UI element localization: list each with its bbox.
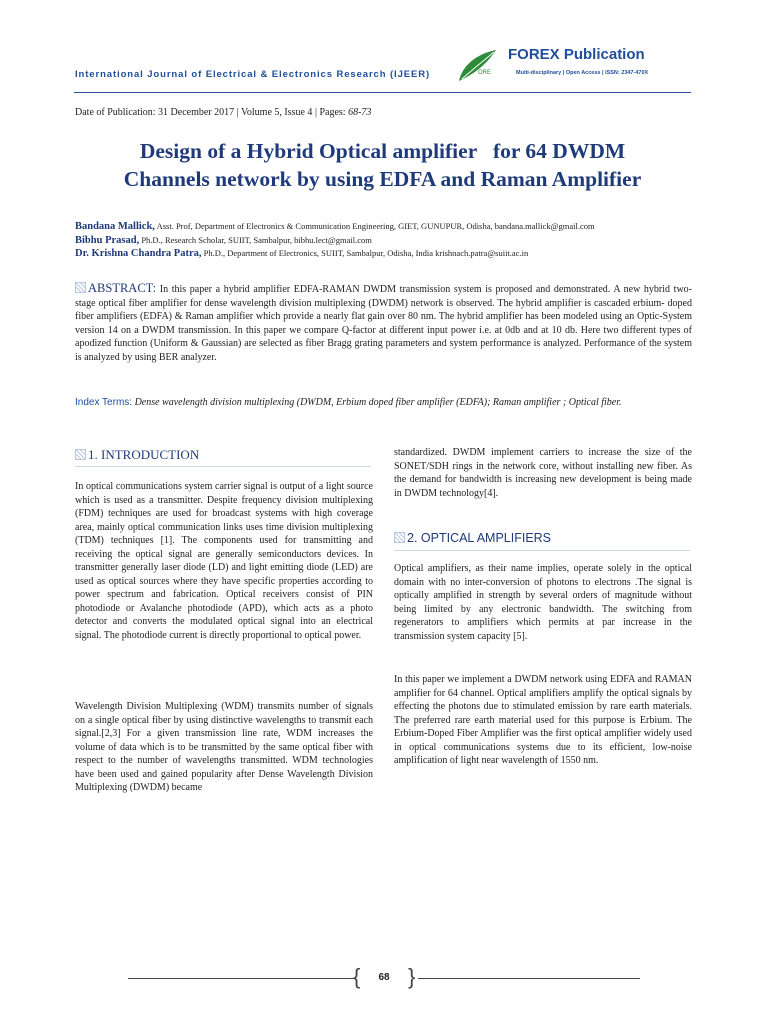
author-name: Bandana Mallick,	[75, 221, 155, 232]
publisher-tagline: Multi-disciplinary | Open Access | ISSN: 2347-470X	[516, 70, 649, 76]
section-marker-icon	[75, 449, 86, 460]
author-name: Bibhu Prasad,	[75, 234, 140, 246]
author-3	[75, 247, 695, 261]
index-terms-text: Dense wavelength division multiplexing (DWDM, Erbium doped fiber amplifier (EDFA); Raman amplifier ; Optical fiber.	[132, 397, 622, 408]
index-terms	[75, 396, 692, 410]
title-line-1: Design of a Hybrid Optical amplifier for 64 DWDM	[139, 139, 626, 163]
title-line-2: Channels network by using EDFA and Raman Amplifier	[123, 167, 642, 191]
abstract	[75, 282, 692, 364]
heading-text: 1. INTRODUCTION	[88, 447, 200, 462]
publisher-name: FOREX Publication	[508, 46, 645, 63]
footer-brace-left: {	[353, 964, 361, 989]
section-divider	[394, 550, 690, 551]
volume-issue: Volume 5, Issue 4	[240, 107, 313, 118]
section-divider	[75, 466, 371, 467]
meta-separator: |	[234, 107, 241, 118]
intro-paragraph-2: Wavelength Division Multiplexing (WDM) transmits number of signals on a single optical fiber by using distinctive wavelengths to transmit each signal.[2,3] For a given transmission line rate, WDM increases the volume of data which is to be transmitted by the same optical fiber with respect to the number of wavelengths transmitted. WDM technologies have been used and gained popularity after Dense Wavelength Division Multiplexing (DWDM) became	[75, 701, 373, 793]
author-list	[75, 220, 695, 261]
author-1	[75, 220, 695, 234]
amplifiers-paragraph-2: In this paper we implement a DWDM network using EDFA and RAMAN amplifier for 64 channel. Optical amplifiers amplify the optical signals by effecting the photons due to stimulated emission by rare earth materials. The preferred rare earth material used for this purpose is Erbium. The Erbium-Doped Fiber Amplifier was the first optical amplifier widely used in optical communications systems due to its efficient, low-noise amplification of light near wavelength of 1550 nm.	[394, 674, 692, 766]
logo-text: ORE	[478, 70, 492, 76]
index-terms-label: Index Terms:	[75, 397, 133, 408]
heading-text: 2. OPTICAL AMPLIFIERS	[407, 531, 552, 545]
author-affiliation: Ph.D., Research Scholar, SUIIT, Sambalpur, bibhu.lect@gmail.com	[139, 234, 372, 245]
forex-leaf-logo	[456, 48, 506, 84]
page-range: 68-73	[348, 107, 372, 118]
paper-title	[74, 137, 691, 193]
section-heading-optical-amplifiers	[394, 531, 551, 545]
author-2	[75, 234, 695, 248]
section-heading-introduction	[75, 447, 199, 463]
section-marker-icon	[394, 532, 405, 543]
footer-brace-right: }	[408, 964, 416, 989]
footer-line-left	[128, 978, 356, 979]
meta-separator: |	[312, 107, 320, 118]
publication-info	[75, 107, 371, 118]
author-affiliation: Ph.D., Department of Electronics, SUIIT, Sambalpur, Odisha, India krishnach.patra@suiit.ac.in	[201, 248, 529, 258]
abstract-text: In this paper a hybrid amplifier EDFA-RAMAN DWDM transmission system is proposed and demonstrated. A new hybrid two-stage optical fiber amplifier for dense wavelength division multiplexing (DWDM) network is observed. The hybrid amplifier is cascaded erbium- doped fiber amplifiers (EDFA) & Raman amplifier which provide a nearly flat gain over 80 nm. The hybrid amplifier has been modeled using an Optic-System version 14 on a DWDM transmission. In this paper we compare Q-factor at different input power i.e. at 0db and at 10 db. Here two different types of apodized function (Uniform & Gaussian) are selected as fiber Bragg grating parameters and system performance is analyzed. Performance of the system is analyzed by using BER analyzer.	[75, 284, 692, 363]
page-number: 68	[378, 972, 390, 983]
header-divider	[74, 92, 691, 93]
amplifiers-paragraph-1: Optical amplifiers, as their name implies, operate solely in the optical domain with no inter-conversion of photons to electrons .The signal is optically amplified in strength by several orders of magnitude without being limited by any electronic bandwidth. The switching from regenerators to amplifiers which permits at par increase in the transmission system capacity [5].	[394, 563, 692, 642]
pub-date: Date of Publication: 31 December 2017	[75, 107, 235, 118]
abstract-label: ABSTRACT:	[88, 281, 157, 295]
author-affiliation: Asst. Prof, Department of Electronics & Communication Engineering, GIET, GUNUPUR, Odisha, bandana.mallick@gmail.com	[154, 221, 595, 231]
footer-line-right	[418, 978, 640, 979]
pages-label: Pages:	[319, 107, 349, 118]
author-name: Dr. Krishna Chandra Patra,	[75, 248, 202, 259]
journal-title: International Journal of Electrical & Electronics Research (IJEER)	[75, 69, 431, 80]
section-marker-icon	[75, 282, 86, 293]
intro-paragraph-3: standardized. DWDM implement carriers to increase the size of the SONET/SDH rings in the network core, without installing new fiber. As the demand for bandwidth is increasing new development is being made in DWDM technology[4].	[394, 447, 692, 499]
intro-paragraph-1: In optical communications system carrier signal is output of a light source which is used as a transmitter. Despite frequency division multiplexing (FDM) techniques are used for broadcast systems with high coverage area, mainly optical communication links uses time division multiplexing (TDM) techniques [1]. The components used for transmitting and receiving the optical signal are generally semiconductors devices. In transmitter generally laser diode (LD) and light emitting diode (LED) are used as optical sources where they have specific properties according to power spectrum and fabrication. Optical receivers consist of PIN photodiode or Avalanche photodiode (APD), which acts as a photo detector and converts the modulated optical signal into an electrical signal. The photodiode current is directly proportional to optical power.	[75, 481, 373, 641]
